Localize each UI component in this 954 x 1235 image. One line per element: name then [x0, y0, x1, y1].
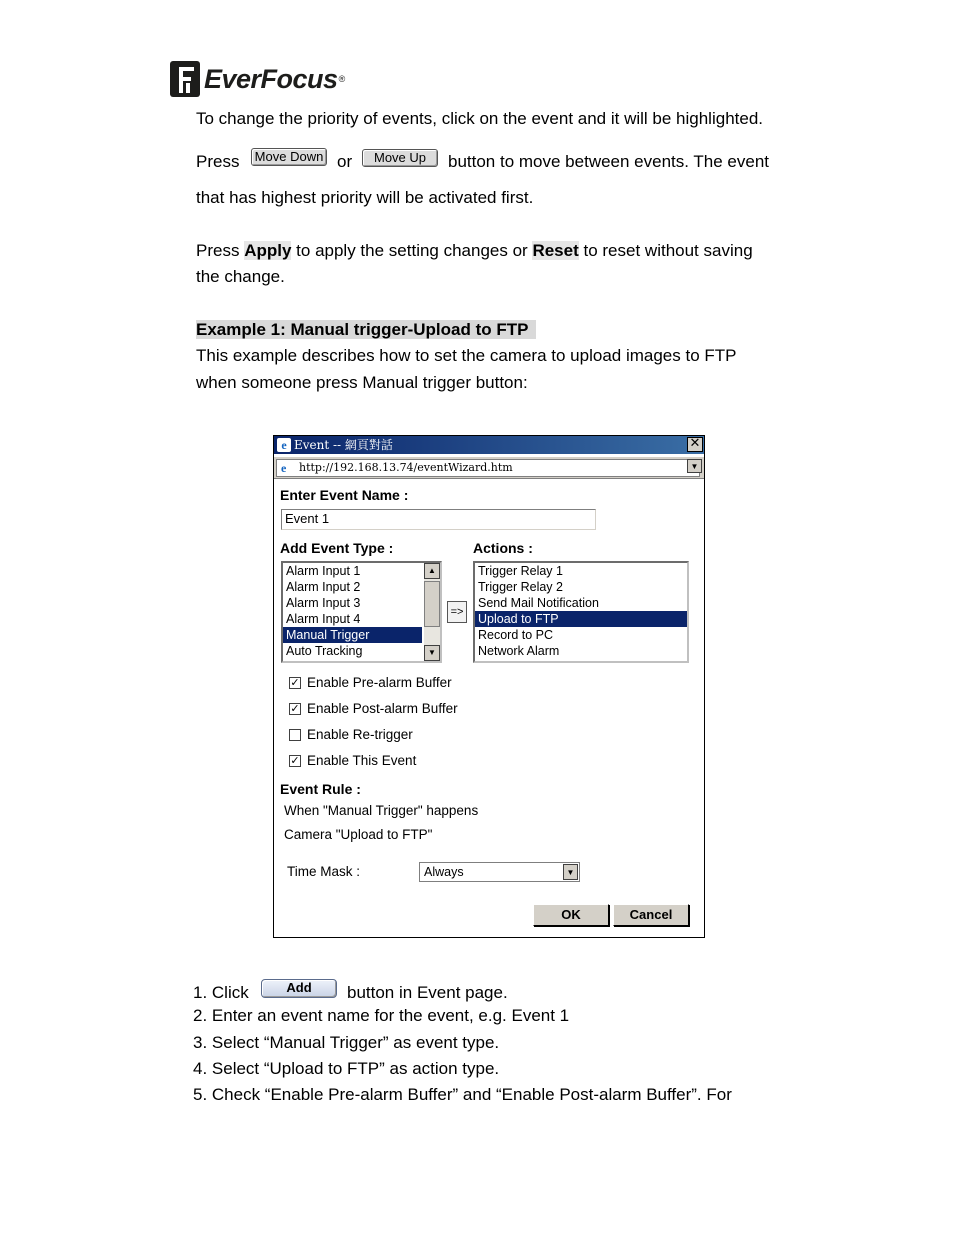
- example-heading: Example 1: Manual trigger-Upload to FTP: [196, 320, 536, 339]
- logo-registered-mark: ®: [338, 74, 346, 84]
- enter-event-name-label: Enter Event Name :: [280, 487, 409, 503]
- example-line-1: This example describes how to set the camera to upload images to FTP: [196, 346, 737, 365]
- post-alarm-checkbox[interactable]: [289, 701, 458, 716]
- action-list-item[interactable]: Network Alarm: [478, 644, 560, 658]
- chevron-down-icon[interactable]: ▼: [563, 864, 578, 880]
- event-name-input[interactable]: Event 1: [281, 509, 596, 530]
- reset-keyword: Reset: [532, 241, 579, 260]
- event-type-listbox[interactable]: [281, 561, 442, 663]
- add-button-image: Add: [261, 979, 337, 998]
- dialog-titlebar: [274, 436, 704, 454]
- time-mask-select[interactable]: [419, 862, 580, 882]
- add-action-arrow-button[interactable]: =>: [447, 601, 467, 623]
- checkbox-icon[interactable]: [289, 729, 301, 741]
- time-mask-value: Always: [424, 865, 464, 879]
- event-type-list-item[interactable]: Alarm Input 2: [286, 580, 361, 594]
- intro-line-2-rest: button to move between events. The event: [448, 152, 770, 171]
- event-type-list-item[interactable]: Auto Tracking: [286, 644, 363, 658]
- action-list-item[interactable]: Record to PC: [478, 628, 554, 642]
- cancel-button[interactable]: Cancel: [613, 904, 689, 926]
- checkbox-label: Enable Re-trigger: [307, 727, 413, 742]
- ok-button[interactable]: OK: [533, 904, 609, 926]
- add-event-type-label: Add Event Type :: [280, 540, 394, 556]
- address-field[interactable]: [276, 459, 700, 477]
- checkbox-label: Enable This Event: [307, 753, 417, 768]
- apply-mid: to apply the setting changes or: [296, 241, 528, 260]
- re-trigger-checkbox[interactable]: [289, 727, 413, 742]
- intro-or: or: [337, 152, 353, 171]
- everfocus-logo-icon: [170, 61, 200, 97]
- move-down-button-image: Move Down: [251, 148, 327, 166]
- close-icon[interactable]: ✕: [687, 437, 703, 452]
- checkbox-label: Enable Post-alarm Buffer: [307, 701, 458, 716]
- checkbox-label: Enable Pre-alarm Buffer: [307, 675, 452, 690]
- event-type-list-item[interactable]: Alarm Input 3: [286, 596, 361, 610]
- actions-listbox[interactable]: [473, 561, 689, 663]
- checkbox-icon[interactable]: ✓: [290, 754, 300, 767]
- page-icon: e: [281, 461, 287, 475]
- step-3: 3. Select “Manual Trigger” as event type.: [193, 1033, 500, 1052]
- event-type-list-item[interactable]: Alarm Input 1: [286, 564, 361, 578]
- step-2: 2. Enter an event name for the event, e.g. Event 1: [193, 1006, 570, 1025]
- step-1-pre: 1. Click: [193, 983, 249, 1002]
- event-dialog: [273, 435, 705, 938]
- apply-paragraph-line-2: the change.: [196, 267, 285, 286]
- step-4: 4. Select “Upload to FTP” as action type.: [193, 1059, 500, 1078]
- scroll-up-icon[interactable]: ▲: [424, 563, 440, 579]
- apply-paragraph-line-1: [196, 238, 753, 264]
- apply-press: Press: [196, 241, 240, 260]
- action-list-item[interactable]: Trigger Relay 1: [478, 564, 563, 578]
- pre-alarm-checkbox[interactable]: [289, 675, 452, 690]
- time-mask-label: Time Mask :: [287, 864, 361, 879]
- address-url: http://192.168.13.74/eventWizard.htm: [299, 461, 513, 474]
- event-rule-label: Event Rule :: [280, 781, 361, 797]
- ie-icon: e: [277, 438, 291, 452]
- step-1-post: button in Event page.: [347, 983, 508, 1002]
- intro-press: Press: [196, 152, 240, 171]
- event-type-scrollbar[interactable]: [424, 563, 440, 661]
- dialog-title: Event -- 網頁對話: [294, 438, 393, 452]
- apply-end: to reset without saving: [583, 241, 753, 260]
- address-bar: [274, 457, 704, 479]
- enable-event-checkbox[interactable]: [289, 753, 416, 768]
- action-list-item[interactable]: Upload to FTP: [475, 611, 687, 627]
- logo-text: EverFocus: [204, 63, 338, 94]
- checkbox-icon[interactable]: ✓: [290, 702, 300, 715]
- actions-label: Actions :: [473, 540, 533, 556]
- intro-line-3: that has highest priority will be activated first.: [196, 188, 534, 207]
- checkbox-icon[interactable]: ✓: [290, 676, 300, 689]
- chevron-down-icon[interactable]: ▼: [687, 459, 702, 473]
- event-type-list-item[interactable]: Alarm Input 4: [286, 612, 361, 626]
- everfocus-logo: [170, 60, 345, 98]
- example-line-2: when someone press Manual trigger button:: [196, 373, 528, 392]
- rule-line-2: Camera "Upload to FTP": [284, 827, 433, 842]
- step-5: 5. Check “Enable Pre-alarm Buffer” and “Enable Post-alarm Buffer”. For: [193, 1085, 732, 1104]
- move-up-button-image: Move Up: [362, 149, 438, 167]
- scroll-thumb[interactable]: [424, 581, 440, 627]
- action-list-item[interactable]: Send Mail Notification: [478, 596, 599, 610]
- example-heading-wrap: [196, 317, 536, 343]
- rule-line-1: When "Manual Trigger" happens: [284, 803, 479, 818]
- scroll-down-icon[interactable]: ▼: [424, 645, 440, 661]
- apply-keyword: Apply: [244, 241, 292, 260]
- action-list-item[interactable]: Trigger Relay 2: [478, 580, 563, 594]
- event-type-list-item[interactable]: Manual Trigger: [283, 627, 422, 643]
- intro-line-1: To change the priority of events, click on the event and it will be highlighted.: [196, 109, 764, 128]
